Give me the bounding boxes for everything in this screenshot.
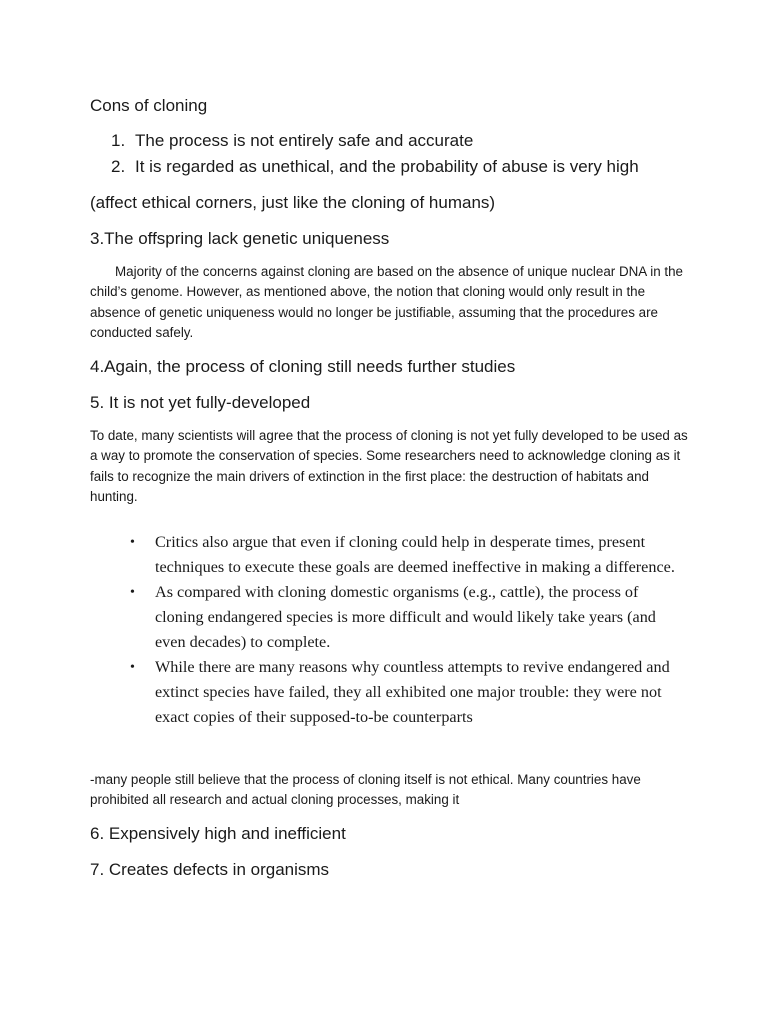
list-item-text: The process is not entirely safe and accurate: [135, 131, 474, 150]
list-number: 2.: [111, 157, 126, 176]
point-heading-7: 7. Creates defects in organisms: [90, 860, 330, 879]
paragraph-not-developed: To date, many scientists will agree that the process of cloning is not yet fully developed to be used as a way to promote the conservation of species. Some researchers need to acknowledge cloning as it fails to recognize the main drivers of extinction in the first place: the destruction of habitats and hunting.: [90, 428, 688, 505]
bullet-icon: •: [130, 535, 135, 550]
list-number: 1.: [111, 131, 126, 150]
ethical-note: (affect ethical corners, just like the cloning of humans): [90, 193, 496, 212]
point-heading-3: 3.The offspring lack genetic uniqueness: [90, 229, 390, 248]
document-heading: Cons of cloning: [90, 96, 208, 115]
bullet-text: While there are many reasons why countless attempts to revive endangered and extinct species have failed, they all exhibited one major trouble: they were not exact copies of their supposed-to-be counterparts: [155, 658, 670, 726]
bullet-item: [130, 655, 690, 730]
list-item-text: It is regarded as unethical, and the probability of abuse is very high: [135, 157, 639, 176]
point-heading-6: 6. Expensively high and inefficient: [90, 824, 346, 843]
bullet-text: Critics also argue that even if cloning could help in desperate times, present techniques to execute these goals are deemed ineffective in making a difference.: [155, 533, 675, 576]
bullet-icon: •: [130, 660, 135, 675]
point-heading-4: 4.Again, the process of cloning still needs further studies: [90, 357, 516, 376]
bullet-item: [130, 530, 690, 580]
bullet-item: [130, 580, 690, 655]
paragraph-genetic-uniqueness: Majority of the concerns against cloning are based on the absence of unique nuclear DNA in the child’s genome. However, as mentioned above, the notion that cloning would only result in the absence of genetic uniqueness would no longer be justifiable, assuming that the procedures are conducted safely.: [90, 264, 683, 341]
bullet-text: As compared with cloning domestic organisms (e.g., cattle), the process of cloning endangered species is more difficult and would likely take years (and even decades) to complete.: [155, 583, 656, 651]
bullet-icon: •: [130, 585, 135, 600]
paragraph-ethics-countries: -many people still believe that the process of cloning itself is not ethical. Many countries have prohibited all research and actual cloning processes, making it: [90, 772, 641, 808]
bullet-list: [130, 530, 690, 730]
point-heading-5: 5. It is not yet fully-developed: [90, 393, 311, 412]
